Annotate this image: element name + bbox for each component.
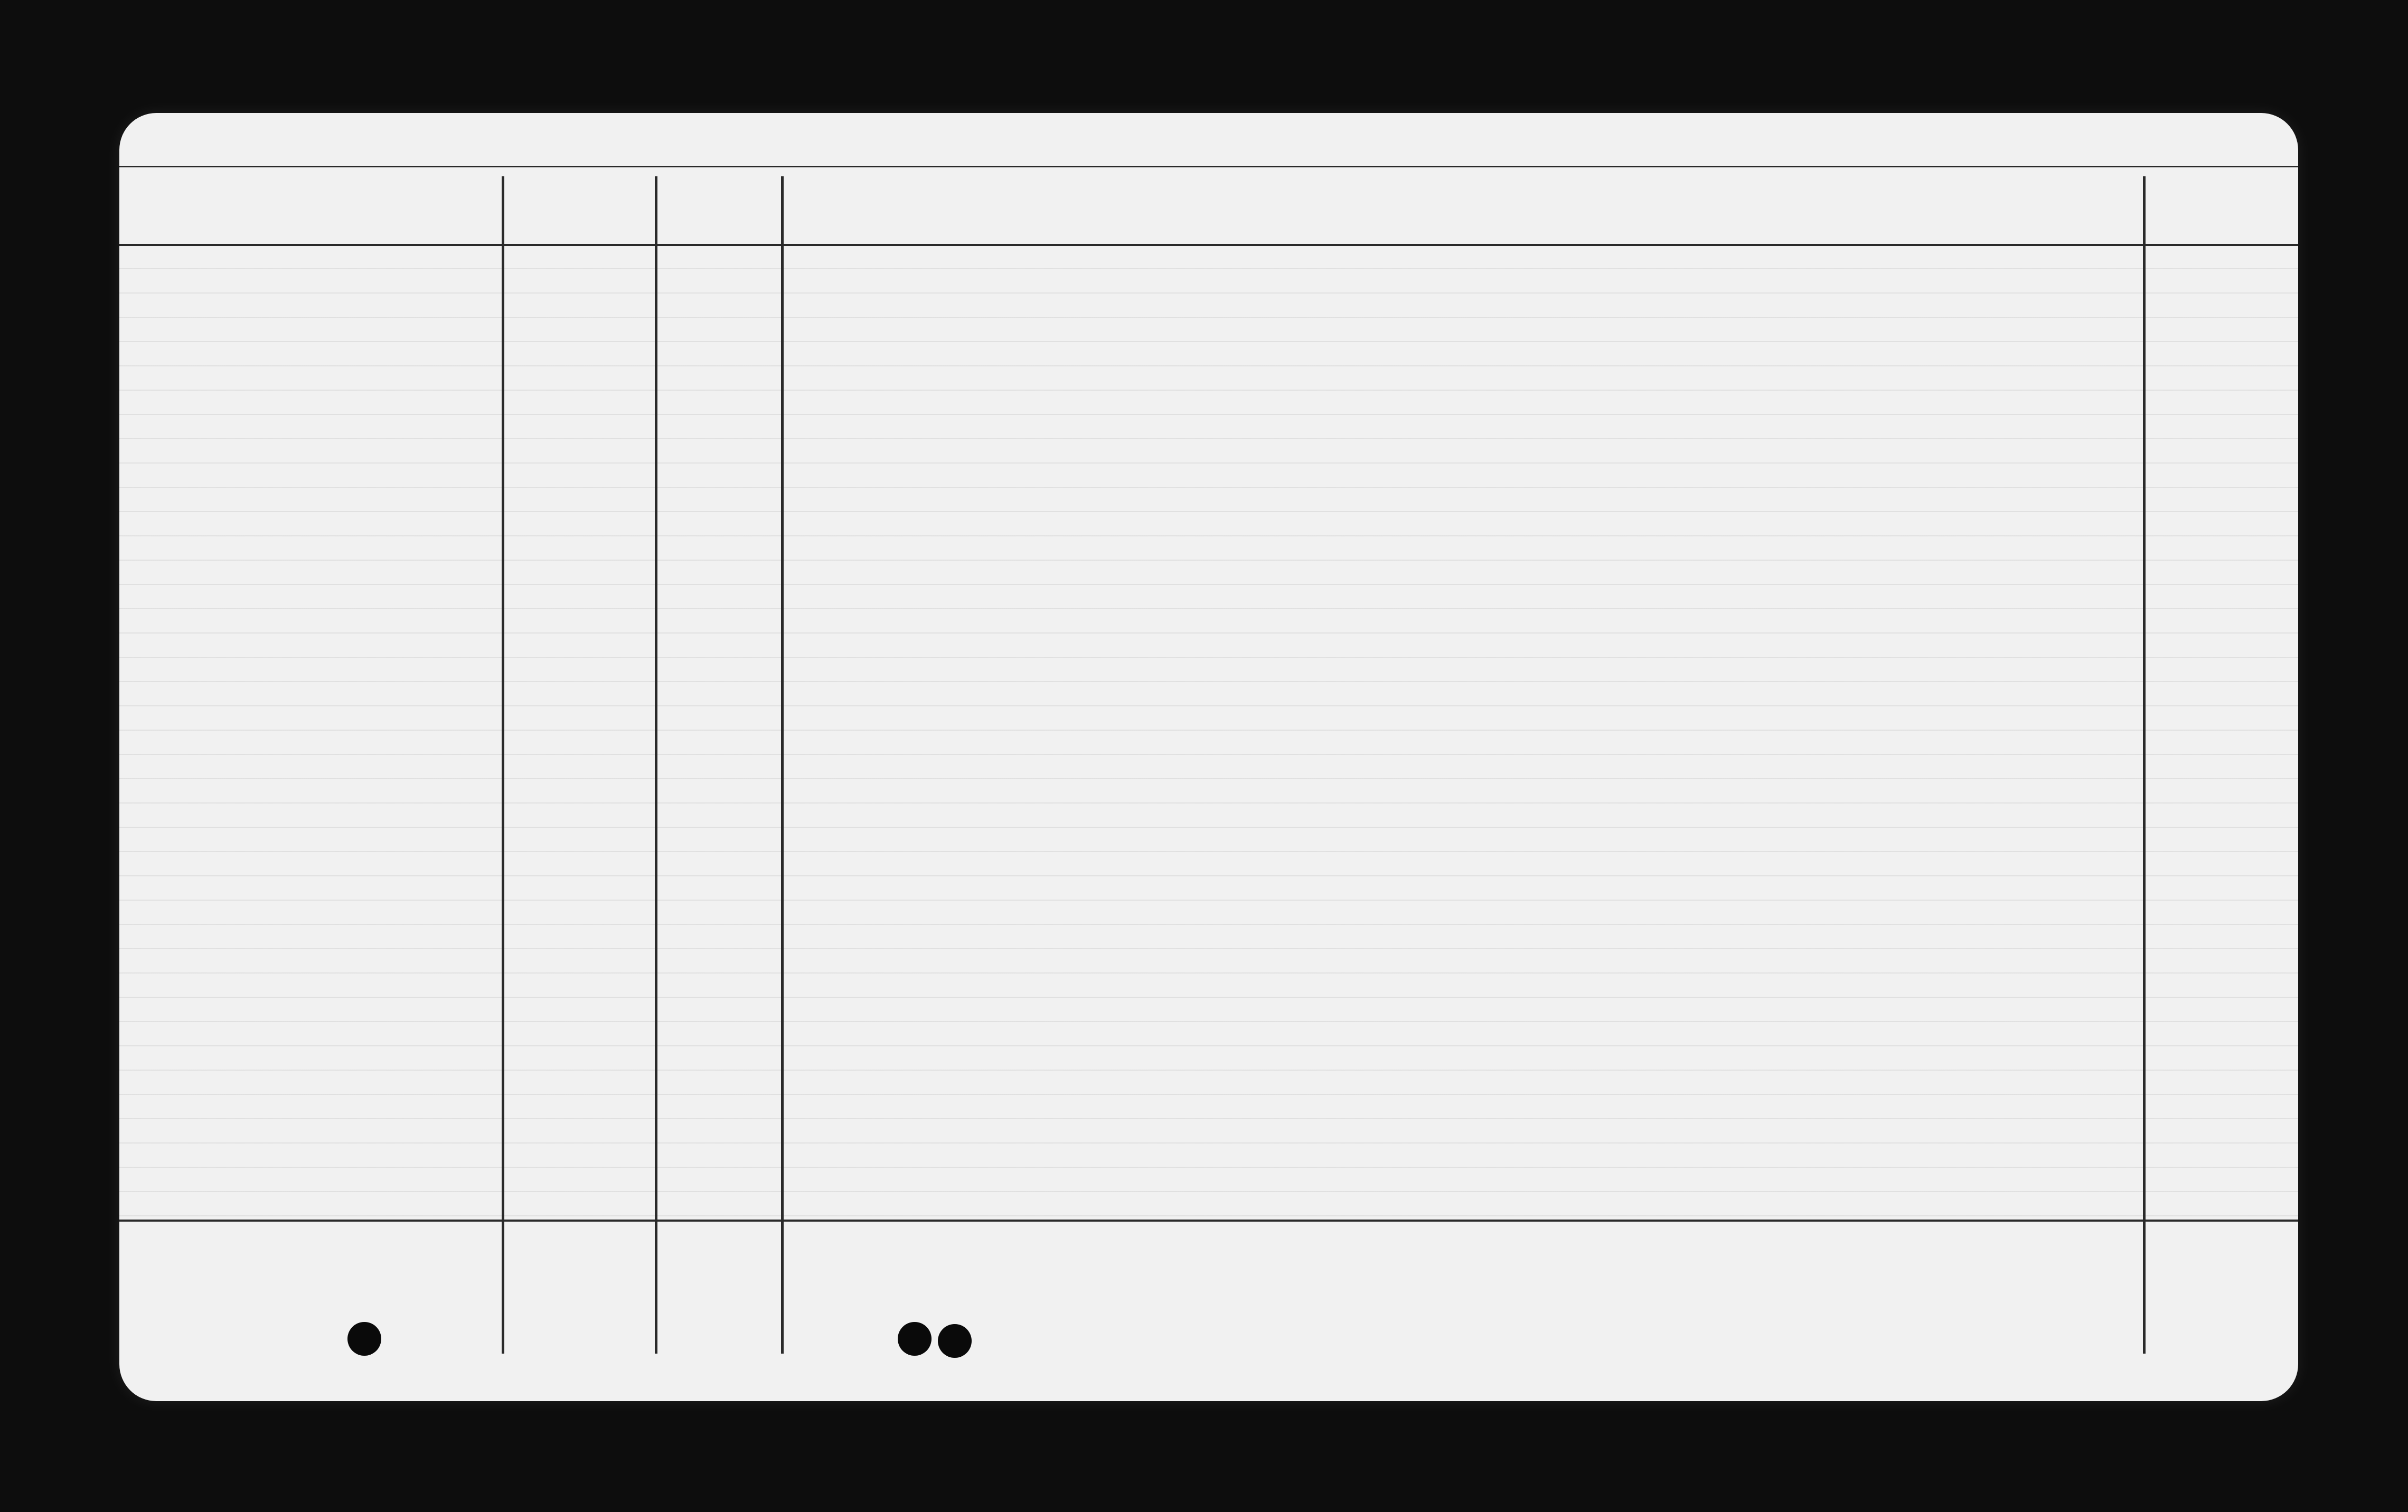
column-divider-summary	[2143, 176, 2146, 1354]
ruled-lines	[119, 245, 2298, 1222]
punch-hole	[347, 1322, 381, 1356]
column-divider-place	[502, 176, 504, 1354]
bottom-rule	[119, 1220, 2298, 1222]
punch-hole	[898, 1322, 932, 1356]
column-divider-date	[655, 176, 657, 1354]
diary-sheet	[119, 113, 2298, 1401]
punch-hole	[938, 1324, 972, 1358]
column-divider-time	[781, 176, 784, 1354]
form-number	[140, 1222, 251, 1225]
top-rule	[119, 166, 2298, 167]
header-rule	[119, 244, 2298, 246]
